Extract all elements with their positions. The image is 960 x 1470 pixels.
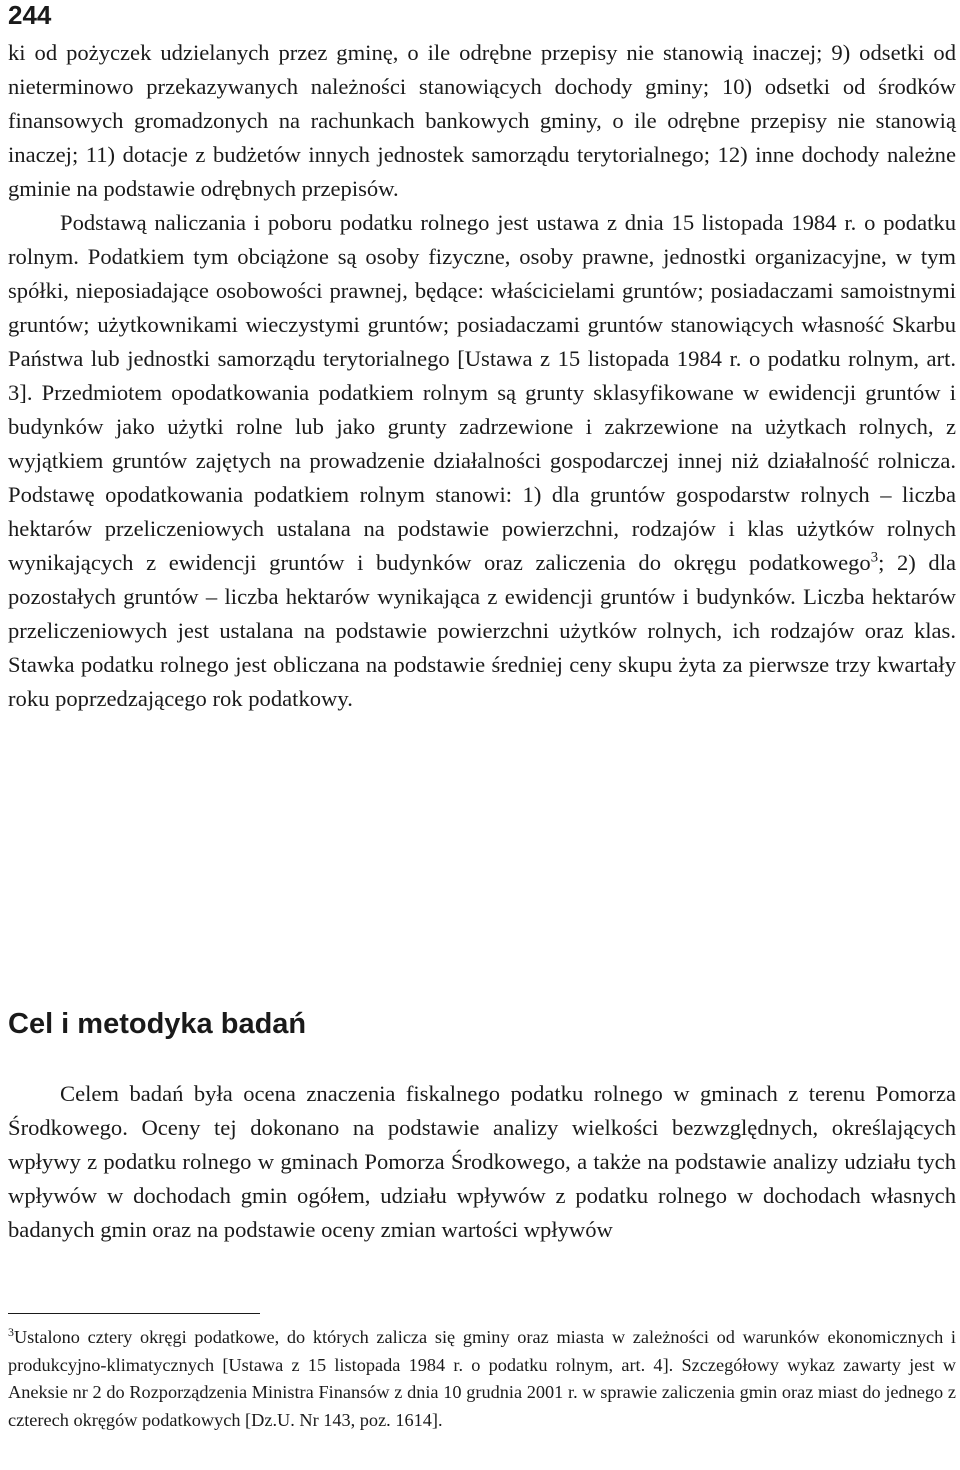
footnote-marker: 3 <box>8 1324 14 1339</box>
paragraph-agricultural-tax-text: Podstawą naliczania i poboru podatku rolnego jest ustawa z dnia 15 listopada 1984 r. o podatku rolnym. Podatkiem tym obciążone są osoby fizyczne, osoby prawne, jednostki organizacyjne, w tym spółki, nieposiadające osobowości prawnej, będące: właścicielami gruntów; posiadaczami samoistnymi gruntów; użytkownikami wieczystymi gruntów; posiadaczami gruntów stanowiących własność Skarbu Państwa lub jednostki samorządu terytorialnego [Ustawa z 15 listopada 1984 r. o podatku rolnym, art. 3]. Przedmiotem opodatkowania podatkiem rolnym są grunty sklasyfikowane w ewidencji gruntów i budynków jako użytki rolne lub jako grunty zadrzewione i zakrzewione na użytkach rolnych, z wyjątkiem gruntów zajętych na prowadzenie działalności gospodarczej innej niż działalność rolnicza. Podstawę opodatkowania podatkiem rolnym stanowi: 1) dla gruntów gospodarstw rolnych – liczba hektarów przeliczeniowych ustalana na podstawie powierzchni, rodzajów i klas użytków rolnych wynikających z ewidencji gruntów i budynków oraz zaliczenia do okręgu podatkowego <box>8 210 956 575</box>
paragraph-agricultural-tax <box>8 206 956 716</box>
page-number: 244 <box>8 0 52 30</box>
paragraph-continuation: ki od pożyczek udzielanych przez gminę, o ile odrębne przepisy nie stanowią inaczej; 9) odsetki od nieterminowo przekazywanych należności stanowiących dochody gminy; 10) odsetki od środków finansowych gromadzonych na rachunkach bankowych gminy, o ile odrębne przepisy nie stanowią inaczej; 11) dotacje z budżetów innych jednostek samorządu terytorialnego; 12) inne dochody należne gminie na podstawie odrębnych przepisów. <box>8 40 956 201</box>
footnote-3 <box>8 1324 956 1434</box>
paragraph-research-goal: Celem badań była ocena znaczenia fiskalnego podatku rolnego w gminach z terenu Pomorza Środkowego. Oceny tej dokonano na podstawie analizy wielkości bezwzględnych, określających wpływy z podatku rolnego w gminach Pomorza Środkowego, a także na podstawie analizy udziału tych wpływów w dochodach gmin ogółem, udziału wpływów z podatku rolnego w dochodach własnych badanych gmin oraz na podstawie oceny zmian wartości wpływów <box>8 1081 956 1242</box>
section-heading: Cel i metodyka badań <box>8 1008 307 1040</box>
footnote-text: Ustalono cztery okręgi podatkowe, do których zalicza się gminy oraz miasta w zależności od warunków ekonomicznych i produkcyjno-klimatycznych [Ustawa z 15 listopada 1984 r. o podatku rolnym, art. 4]. Szczegółowy wykaz zawarty jest w Aneksie nr 2 do Rozporządzenia Ministra Finansów z dnia 10 grudnia 2001 r. w sprawie zaliczenia gmin oraz miast do jednego z czterech okręgów podatkowych [Dz.U. Nr 143, poz. 1614]. <box>8 1327 956 1430</box>
footnote-reference[interactable]: 3 <box>870 549 879 566</box>
footnote-separator <box>8 1313 260 1314</box>
body-text-section <box>8 1077 956 1247</box>
body-text-top <box>8 36 956 716</box>
footnotes <box>8 1324 956 1434</box>
paragraph-agricultural-tax-text-after: ; 2) dla pozostałych gruntów – liczba hektarów wynikająca z ewidencji gruntów i budynków. Liczba hektarów przeliczeniowych jest ustalana na podstawie powierzchni użytków rolnych, ich rodzajów oraz klas. Stawka podatku rolnego jest obliczana na podstawie średniej ceny skupu żyta za pierwsze trzy kwartały roku poprzedzającego rok podatkowy. <box>8 550 956 711</box>
